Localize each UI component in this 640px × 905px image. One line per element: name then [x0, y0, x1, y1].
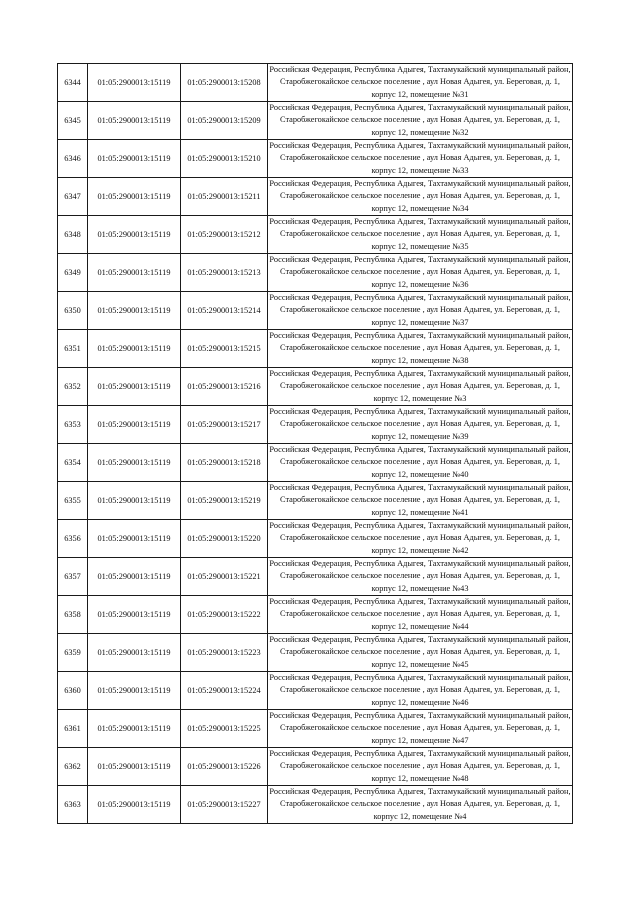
address-cell: Российская Федерация, Республика Адыгея, Тахтамукайский муниципальный район, Старобжегокайское сельское поселение , аул Новая Адыгея, ул. Береговая, д. 1, корпус 12, помещение №40 — [268, 444, 573, 482]
address-cell: Российская Федерация, Республика Адыгея, Тахтамукайский муниципальный район, Старобжегокайское сельское поселение , аул Новая Адыгея, ул. Береговая, д. 1, корпус 12, помещение №41 — [268, 482, 573, 520]
address-cell: Российская Федерация, Республика Адыгея, Тахтамукайский муниципальный район, Старобжегокайское сельское поселение , аул Новая Адыгея, ул. Береговая, д. 1, корпус 12, помещение №36 — [268, 254, 573, 292]
address-cell: Российская Федерация, Республика Адыгея, Тахтамукайский муниципальный район, Старобжегокайское сельское поселение , аул Новая Адыгея, ул. Береговая, д. 1, корпус 12, помещение №34 — [268, 178, 573, 216]
cadastral-number-cell: 01:05:2900013:15220 — [181, 520, 268, 558]
registry-body — [58, 64, 573, 824]
table-row — [58, 710, 573, 748]
cadastral-number-cell: 01:05:2900013:15225 — [181, 710, 268, 748]
parent-cadastral-number-cell: 01:05:2900013:15119 — [88, 292, 181, 330]
table-row — [58, 672, 573, 710]
parent-cadastral-number-cell: 01:05:2900013:15119 — [88, 444, 181, 482]
row-number-cell: 6353 — [58, 406, 88, 444]
cadastral-number-cell: 01:05:2900013:15217 — [181, 406, 268, 444]
parent-cadastral-number-cell: 01:05:2900013:15119 — [88, 672, 181, 710]
table-row — [58, 748, 573, 786]
table-row — [58, 444, 573, 482]
address-cell: Российская Федерация, Республика Адыгея, Тахтамукайский муниципальный район, Старобжегокайское сельское поселение , аул Новая Адыгея, ул. Береговая, д. 1, корпус 12, помещение №47 — [268, 710, 573, 748]
cadastral-number-cell: 01:05:2900013:15219 — [181, 482, 268, 520]
row-number-cell: 6356 — [58, 520, 88, 558]
table-row — [58, 254, 573, 292]
address-cell: Российская Федерация, Республика Адыгея, Тахтамукайский муниципальный район, Старобжегокайское сельское поселение , аул Новая Адыгея, ул. Береговая, д. 1, корпус 12, помещение №43 — [268, 558, 573, 596]
table-row — [58, 368, 573, 406]
cadastral-number-cell: 01:05:2900013:15223 — [181, 634, 268, 672]
table-row — [58, 140, 573, 178]
cadastral-number-cell: 01:05:2900013:15226 — [181, 748, 268, 786]
table-row — [58, 64, 573, 102]
parent-cadastral-number-cell: 01:05:2900013:15119 — [88, 596, 181, 634]
parent-cadastral-number-cell: 01:05:2900013:15119 — [88, 216, 181, 254]
cadastral-number-cell: 01:05:2900013:15210 — [181, 140, 268, 178]
address-cell: Российская Федерация, Республика Адыгея, Тахтамукайский муниципальный район, Старобжегокайское сельское поселение , аул Новая Адыгея, ул. Береговая, д. 1, корпус 12, помещение №33 — [268, 140, 573, 178]
row-number-cell: 6348 — [58, 216, 88, 254]
table-row — [58, 520, 573, 558]
address-cell: Российская Федерация, Республика Адыгея, Тахтамукайский муниципальный район, Старобжегокайское сельское поселение , аул Новая Адыгея, ул. Береговая, д. 1, корпус 12, помещение №42 — [268, 520, 573, 558]
address-cell: Российская Федерация, Республика Адыгея, Тахтамукайский муниципальный район, Старобжегокайское сельское поселение , аул Новая Адыгея, ул. Береговая, д. 1, корпус 12, помещение №48 — [268, 748, 573, 786]
row-number-cell: 6345 — [58, 102, 88, 140]
address-cell: Российская Федерация, Республика Адыгея, Тахтамукайский муниципальный район, Старобжегокайское сельское поселение , аул Новая Адыгея, ул. Береговая, д. 1, корпус 12, помещение №35 — [268, 216, 573, 254]
parent-cadastral-number-cell: 01:05:2900013:15119 — [88, 64, 181, 102]
cadastral-number-cell: 01:05:2900013:15211 — [181, 178, 268, 216]
cadastral-number-cell: 01:05:2900013:15222 — [181, 596, 268, 634]
row-number-cell: 6344 — [58, 64, 88, 102]
table-row — [58, 634, 573, 672]
parent-cadastral-number-cell: 01:05:2900013:15119 — [88, 710, 181, 748]
address-cell: Российская Федерация, Республика Адыгея, Тахтамукайский муниципальный район, Старобжегокайское сельское поселение , аул Новая Адыгея, ул. Береговая, д. 1, корпус 12, помещение №3 — [268, 368, 573, 406]
address-cell: Российская Федерация, Республика Адыгея, Тахтамукайский муниципальный район, Старобжегокайское сельское поселение , аул Новая Адыгея, ул. Береговая, д. 1, корпус 12, помещение №37 — [268, 292, 573, 330]
row-number-cell: 6362 — [58, 748, 88, 786]
cadastral-number-cell: 01:05:2900013:15221 — [181, 558, 268, 596]
cadastral-number-cell: 01:05:2900013:15224 — [181, 672, 268, 710]
row-number-cell: 6352 — [58, 368, 88, 406]
table-row — [58, 292, 573, 330]
table-row — [58, 558, 573, 596]
cadastral-number-cell: 01:05:2900013:15212 — [181, 216, 268, 254]
address-cell: Российская Федерация, Республика Адыгея, Тахтамукайский муниципальный район, Старобжегокайское сельское поселение , аул Новая Адыгея, ул. Береговая, д. 1, корпус 12, помещение №46 — [268, 672, 573, 710]
address-cell: Российская Федерация, Республика Адыгея, Тахтамукайский муниципальный район, Старобжегокайское сельское поселение , аул Новая Адыгея, ул. Береговая, д. 1, корпус 12, помещение №39 — [268, 406, 573, 444]
parent-cadastral-number-cell: 01:05:2900013:15119 — [88, 482, 181, 520]
address-cell: Российская Федерация, Республика Адыгея, Тахтамукайский муниципальный район, Старобжегокайское сельское поселение , аул Новая Адыгея, ул. Береговая, д. 1, корпус 12, помещение №38 — [268, 330, 573, 368]
row-number-cell: 6359 — [58, 634, 88, 672]
parent-cadastral-number-cell: 01:05:2900013:15119 — [88, 786, 181, 824]
row-number-cell: 6361 — [58, 710, 88, 748]
table-row — [58, 178, 573, 216]
address-cell: Российская Федерация, Республика Адыгея, Тахтамукайский муниципальный район, Старобжегокайское сельское поселение , аул Новая Адыгея, ул. Береговая, д. 1, корпус 12, помещение №32 — [268, 102, 573, 140]
cadastral-number-cell: 01:05:2900013:15214 — [181, 292, 268, 330]
parent-cadastral-number-cell: 01:05:2900013:15119 — [88, 140, 181, 178]
table-row — [58, 596, 573, 634]
table-row — [58, 786, 573, 824]
row-number-cell: 6350 — [58, 292, 88, 330]
cadastral-number-cell: 01:05:2900013:15215 — [181, 330, 268, 368]
address-cell: Российская Федерация, Республика Адыгея, Тахтамукайский муниципальный район, Старобжегокайское сельское поселение , аул Новая Адыгея, ул. Береговая, д. 1, корпус 12, помещение №4 — [268, 786, 573, 824]
cadastral-number-cell: 01:05:2900013:15216 — [181, 368, 268, 406]
cadastral-number-cell: 01:05:2900013:15208 — [181, 64, 268, 102]
row-number-cell: 6363 — [58, 786, 88, 824]
parent-cadastral-number-cell: 01:05:2900013:15119 — [88, 330, 181, 368]
cadastral-number-cell: 01:05:2900013:15213 — [181, 254, 268, 292]
table-row — [58, 406, 573, 444]
table-row — [58, 330, 573, 368]
row-number-cell: 6347 — [58, 178, 88, 216]
row-number-cell: 6349 — [58, 254, 88, 292]
cadastral-number-cell: 01:05:2900013:15227 — [181, 786, 268, 824]
address-cell: Российская Федерация, Республика Адыгея, Тахтамукайский муниципальный район, Старобжегокайское сельское поселение , аул Новая Адыгея, ул. Береговая, д. 1, корпус 12, помещение №45 — [268, 634, 573, 672]
parent-cadastral-number-cell: 01:05:2900013:15119 — [88, 634, 181, 672]
parent-cadastral-number-cell: 01:05:2900013:15119 — [88, 368, 181, 406]
table-row — [58, 102, 573, 140]
row-number-cell: 6346 — [58, 140, 88, 178]
row-number-cell: 6355 — [58, 482, 88, 520]
row-number-cell: 6358 — [58, 596, 88, 634]
parent-cadastral-number-cell: 01:05:2900013:15119 — [88, 520, 181, 558]
property-registry-table — [57, 63, 573, 824]
parent-cadastral-number-cell: 01:05:2900013:15119 — [88, 558, 181, 596]
cadastral-number-cell: 01:05:2900013:15209 — [181, 102, 268, 140]
parent-cadastral-number-cell: 01:05:2900013:15119 — [88, 748, 181, 786]
row-number-cell: 6354 — [58, 444, 88, 482]
cadastral-number-cell: 01:05:2900013:15218 — [181, 444, 268, 482]
row-number-cell: 6357 — [58, 558, 88, 596]
address-cell: Российская Федерация, Республика Адыгея, Тахтамукайский муниципальный район, Старобжегокайское сельское поселение , аул Новая Адыгея, ул. Береговая, д. 1, корпус 12, помещение №44 — [268, 596, 573, 634]
parent-cadastral-number-cell: 01:05:2900013:15119 — [88, 178, 181, 216]
row-number-cell: 6351 — [58, 330, 88, 368]
parent-cadastral-number-cell: 01:05:2900013:15119 — [88, 406, 181, 444]
parent-cadastral-number-cell: 01:05:2900013:15119 — [88, 254, 181, 292]
parent-cadastral-number-cell: 01:05:2900013:15119 — [88, 102, 181, 140]
row-number-cell: 6360 — [58, 672, 88, 710]
address-cell: Российская Федерация, Республика Адыгея, Тахтамукайский муниципальный район, Старобжегокайское сельское поселение , аул Новая Адыгея, ул. Береговая, д. 1, корпус 12, помещение №31 — [268, 64, 573, 102]
table-row — [58, 216, 573, 254]
table-row — [58, 482, 573, 520]
